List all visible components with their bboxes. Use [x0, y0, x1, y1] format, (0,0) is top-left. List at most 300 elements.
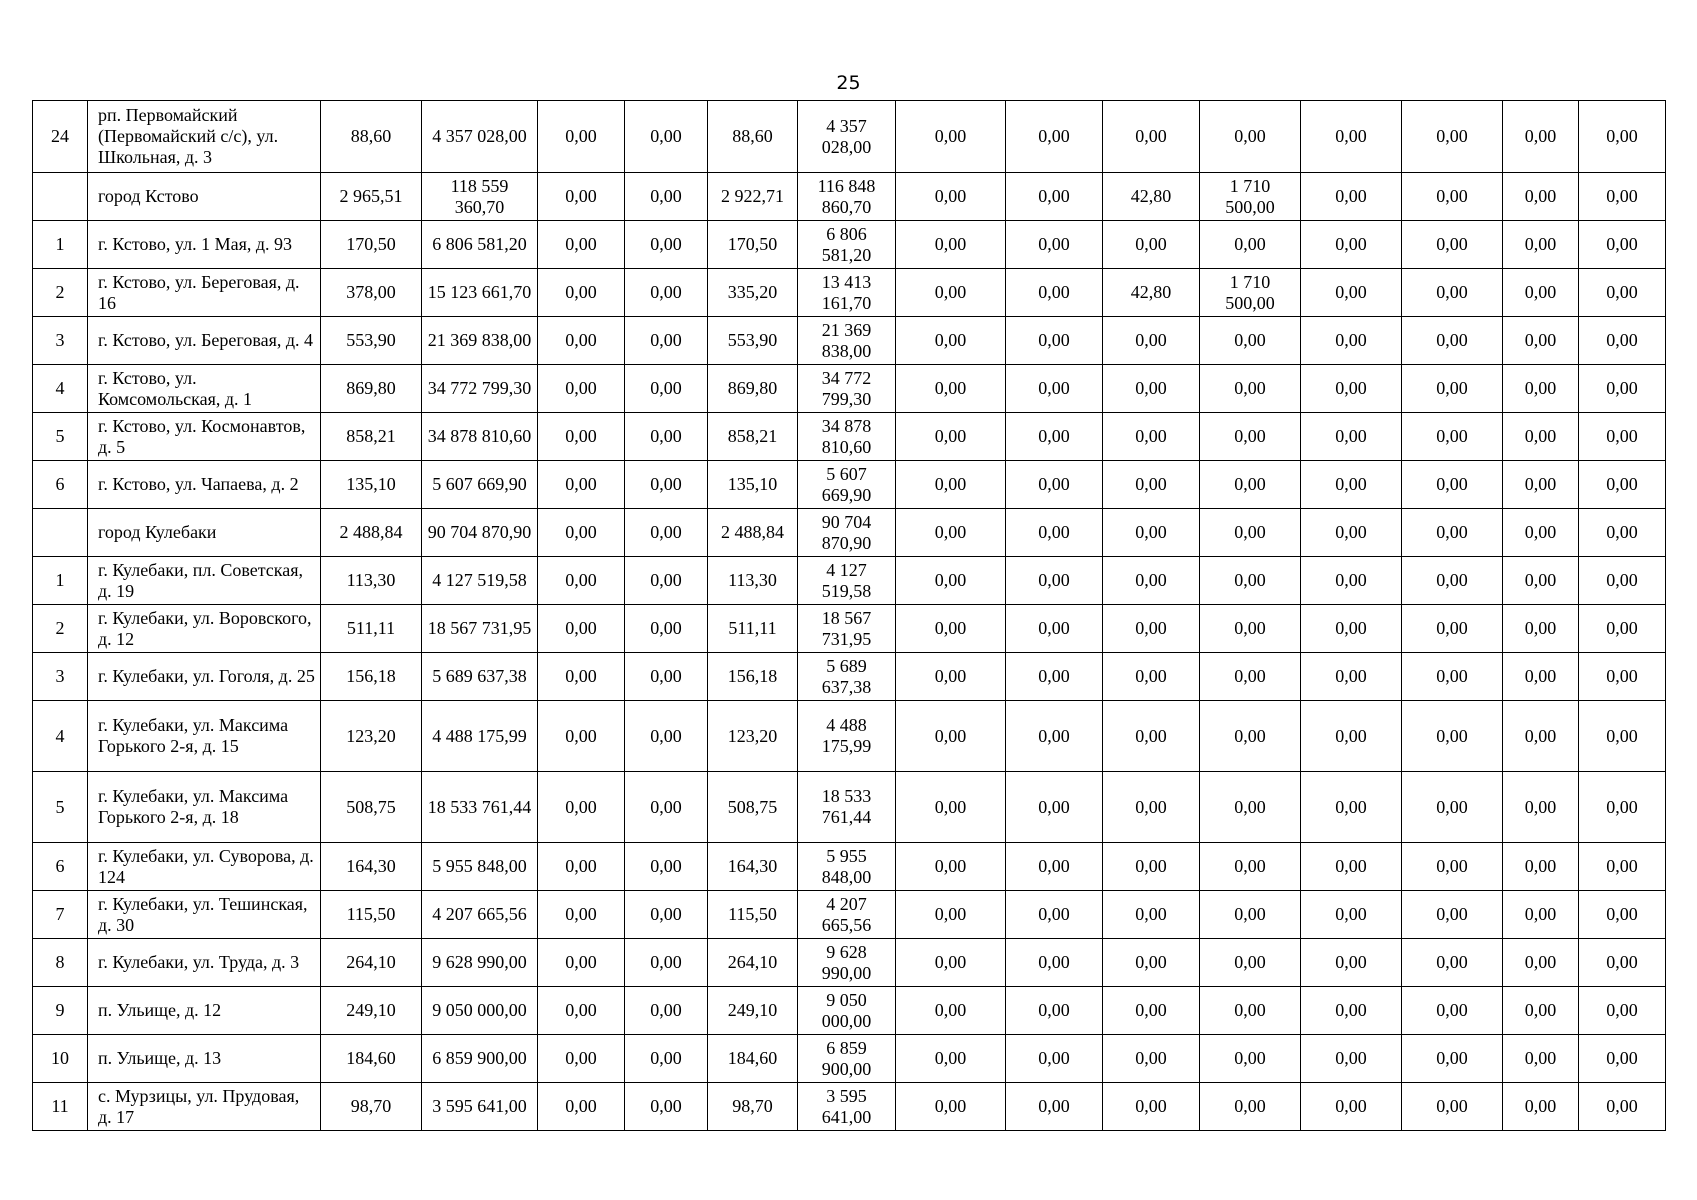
col-5-cell: 0,00 — [538, 269, 625, 317]
col-5-cell: 0,00 — [538, 772, 625, 843]
total-cost-cell: 34 878 810,60 — [422, 413, 538, 461]
col-9-cell: 0,00 — [896, 413, 1006, 461]
table-row — [33, 221, 1666, 269]
row-number-cell: 6 — [33, 461, 88, 509]
col-11-cell: 0,00 — [1103, 461, 1200, 509]
col-9-cell: 0,00 — [896, 221, 1006, 269]
table-row — [33, 891, 1666, 939]
total-cost-cell: 4 357 028,00 — [422, 101, 538, 173]
col-6-cell: 0,00 — [625, 987, 708, 1035]
area-cell: 553,90 — [321, 317, 422, 365]
total-cost-cell: 18 533 761,44 — [422, 772, 538, 843]
total-cost-cell: 5 607 669,90 — [422, 461, 538, 509]
col-16-cell: 0,00 — [1579, 173, 1666, 221]
row-number-cell: 1 — [33, 221, 88, 269]
col-9-cell: 0,00 — [896, 461, 1006, 509]
col-12-cell: 0,00 — [1200, 701, 1301, 772]
col-14-cell: 0,00 — [1402, 939, 1503, 987]
col-16-cell: 0,00 — [1579, 461, 1666, 509]
address-cell: г. Кулебаки, ул. Максима Горького 2-я, д. 15 — [88, 701, 321, 772]
area-cell: 123,20 — [321, 701, 422, 772]
area-cell: 378,00 — [321, 269, 422, 317]
col-16-cell: 0,00 — [1579, 413, 1666, 461]
col-13-cell: 0,00 — [1301, 653, 1402, 701]
col-9-cell: 0,00 — [896, 173, 1006, 221]
col-8-cell: 5 607 669,90 — [798, 461, 896, 509]
col-10-cell: 0,00 — [1006, 701, 1103, 772]
col-5-cell: 0,00 — [538, 221, 625, 269]
col-6-cell: 0,00 — [625, 173, 708, 221]
col-12-cell: 0,00 — [1200, 413, 1301, 461]
col-6-cell: 0,00 — [625, 1035, 708, 1083]
col-9-cell: 0,00 — [896, 101, 1006, 173]
col-10-cell: 0,00 — [1006, 605, 1103, 653]
address-cell: с. Мурзицы, ул. Прудовая, д. 17 — [88, 1083, 321, 1131]
address-cell: город Кстово — [88, 173, 321, 221]
row-number-cell: 8 — [33, 939, 88, 987]
total-cost-cell: 15 123 661,70 — [422, 269, 538, 317]
row-number-cell: 3 — [33, 317, 88, 365]
col-14-cell: 0,00 — [1402, 509, 1503, 557]
col-9-cell: 0,00 — [896, 317, 1006, 365]
col-11-cell: 0,00 — [1103, 1083, 1200, 1131]
row-number-cell: 1 — [33, 557, 88, 605]
col-12-cell: 0,00 — [1200, 891, 1301, 939]
col-5-cell: 0,00 — [538, 653, 625, 701]
total-cost-cell: 21 369 838,00 — [422, 317, 538, 365]
col-6-cell: 0,00 — [625, 365, 708, 413]
col-7-cell: 2 922,71 — [708, 173, 798, 221]
col-11-cell: 42,80 — [1103, 173, 1200, 221]
total-cost-cell: 3 595 641,00 — [422, 1083, 538, 1131]
col-8-cell: 4 207 665,56 — [798, 891, 896, 939]
col-13-cell: 0,00 — [1301, 987, 1402, 1035]
col-12-cell: 0,00 — [1200, 365, 1301, 413]
col-8-cell: 34 878 810,60 — [798, 413, 896, 461]
row-number-cell: 3 — [33, 653, 88, 701]
col-9-cell: 0,00 — [896, 987, 1006, 1035]
col-12-cell: 0,00 — [1200, 987, 1301, 1035]
col-8-cell: 18 567 731,95 — [798, 605, 896, 653]
table-row — [33, 317, 1666, 365]
col-11-cell: 0,00 — [1103, 987, 1200, 1035]
col-13-cell: 0,00 — [1301, 1083, 1402, 1131]
col-12-cell: 0,00 — [1200, 461, 1301, 509]
col-14-cell: 0,00 — [1402, 1035, 1503, 1083]
table-row — [33, 1035, 1666, 1083]
col-12-cell: 0,00 — [1200, 221, 1301, 269]
col-15-cell: 0,00 — [1503, 653, 1579, 701]
address-cell: г. Кстово, ул. Комсомольская, д. 1 — [88, 365, 321, 413]
address-cell: г. Кстово, ул. Космонавтов, д. 5 — [88, 413, 321, 461]
col-13-cell: 0,00 — [1301, 701, 1402, 772]
col-16-cell: 0,00 — [1579, 317, 1666, 365]
col-14-cell: 0,00 — [1402, 461, 1503, 509]
col-8-cell: 21 369 838,00 — [798, 317, 896, 365]
col-13-cell: 0,00 — [1301, 557, 1402, 605]
total-cost-cell: 5 955 848,00 — [422, 843, 538, 891]
col-16-cell: 0,00 — [1579, 772, 1666, 843]
address-cell: г. Кулебаки, ул. Труда, д. 3 — [88, 939, 321, 987]
col-7-cell: 184,60 — [708, 1035, 798, 1083]
col-6-cell: 0,00 — [625, 269, 708, 317]
col-8-cell: 18 533 761,44 — [798, 772, 896, 843]
address-cell: п. Ульище, д. 12 — [88, 987, 321, 1035]
row-number-cell: 9 — [33, 987, 88, 1035]
table-row — [33, 173, 1666, 221]
col-16-cell: 0,00 — [1579, 701, 1666, 772]
col-14-cell: 0,00 — [1402, 701, 1503, 772]
total-cost-cell: 18 567 731,95 — [422, 605, 538, 653]
col-10-cell: 0,00 — [1006, 939, 1103, 987]
col-8-cell: 90 704 870,90 — [798, 509, 896, 557]
col-14-cell: 0,00 — [1402, 173, 1503, 221]
col-7-cell: 135,10 — [708, 461, 798, 509]
col-15-cell: 0,00 — [1503, 461, 1579, 509]
col-14-cell: 0,00 — [1402, 772, 1503, 843]
col-12-cell: 0,00 — [1200, 101, 1301, 173]
row-number-cell: 10 — [33, 1035, 88, 1083]
table-row — [33, 557, 1666, 605]
col-14-cell: 0,00 — [1402, 101, 1503, 173]
col-11-cell: 0,00 — [1103, 509, 1200, 557]
col-11-cell: 0,00 — [1103, 101, 1200, 173]
col-7-cell: 156,18 — [708, 653, 798, 701]
col-6-cell: 0,00 — [625, 461, 708, 509]
col-15-cell: 0,00 — [1503, 173, 1579, 221]
col-16-cell: 0,00 — [1579, 269, 1666, 317]
col-10-cell: 0,00 — [1006, 653, 1103, 701]
col-10-cell: 0,00 — [1006, 101, 1103, 173]
col-5-cell: 0,00 — [538, 891, 625, 939]
table-row — [33, 939, 1666, 987]
col-9-cell: 0,00 — [896, 772, 1006, 843]
col-6-cell: 0,00 — [625, 317, 708, 365]
row-number-cell — [33, 173, 88, 221]
col-11-cell: 0,00 — [1103, 772, 1200, 843]
col-15-cell: 0,00 — [1503, 509, 1579, 557]
total-cost-cell: 4 488 175,99 — [422, 701, 538, 772]
col-13-cell: 0,00 — [1301, 843, 1402, 891]
col-5-cell: 0,00 — [538, 101, 625, 173]
col-15-cell: 0,00 — [1503, 939, 1579, 987]
row-number-cell: 6 — [33, 843, 88, 891]
col-7-cell: 170,50 — [708, 221, 798, 269]
address-cell: г. Кулебаки, ул. Суворова, д. 124 — [88, 843, 321, 891]
col-13-cell: 0,00 — [1301, 269, 1402, 317]
col-15-cell: 0,00 — [1503, 987, 1579, 1035]
col-5-cell: 0,00 — [538, 461, 625, 509]
col-10-cell: 0,00 — [1006, 269, 1103, 317]
area-cell: 2 488,84 — [321, 509, 422, 557]
col-6-cell: 0,00 — [625, 413, 708, 461]
col-15-cell: 0,00 — [1503, 413, 1579, 461]
col-14-cell: 0,00 — [1402, 891, 1503, 939]
total-cost-cell: 9 628 990,00 — [422, 939, 538, 987]
col-6-cell: 0,00 — [625, 509, 708, 557]
col-10-cell: 0,00 — [1006, 413, 1103, 461]
area-cell: 115,50 — [321, 891, 422, 939]
table-body — [33, 101, 1666, 1131]
area-cell: 2 965,51 — [321, 173, 422, 221]
area-cell: 249,10 — [321, 987, 422, 1035]
total-cost-cell: 9 050 000,00 — [422, 987, 538, 1035]
page-number: 25 — [836, 72, 861, 94]
col-10-cell: 0,00 — [1006, 509, 1103, 557]
area-cell: 98,70 — [321, 1083, 422, 1131]
total-cost-cell: 6 859 900,00 — [422, 1035, 538, 1083]
col-12-cell: 0,00 — [1200, 509, 1301, 557]
col-16-cell: 0,00 — [1579, 365, 1666, 413]
total-cost-cell: 5 689 637,38 — [422, 653, 538, 701]
area-cell: 113,30 — [321, 557, 422, 605]
col-9-cell: 0,00 — [896, 843, 1006, 891]
col-14-cell: 0,00 — [1402, 987, 1503, 1035]
col-12-cell: 0,00 — [1200, 939, 1301, 987]
col-8-cell: 4 127 519,58 — [798, 557, 896, 605]
col-12-cell: 0,00 — [1200, 317, 1301, 365]
col-8-cell: 9 050 000,00 — [798, 987, 896, 1035]
col-9-cell: 0,00 — [896, 701, 1006, 772]
total-cost-cell: 90 704 870,90 — [422, 509, 538, 557]
col-9-cell: 0,00 — [896, 605, 1006, 653]
col-15-cell: 0,00 — [1503, 843, 1579, 891]
col-13-cell: 0,00 — [1301, 317, 1402, 365]
area-cell: 88,60 — [321, 101, 422, 173]
col-14-cell: 0,00 — [1402, 605, 1503, 653]
col-7-cell: 123,20 — [708, 701, 798, 772]
address-cell: г. Кстово, ул. Береговая, д. 4 — [88, 317, 321, 365]
col-8-cell: 5 689 637,38 — [798, 653, 896, 701]
address-cell: г. Кулебаки, ул. Гоголя, д. 25 — [88, 653, 321, 701]
col-6-cell: 0,00 — [625, 101, 708, 173]
col-13-cell: 0,00 — [1301, 772, 1402, 843]
col-7-cell: 164,30 — [708, 843, 798, 891]
col-15-cell: 0,00 — [1503, 891, 1579, 939]
col-9-cell: 0,00 — [896, 557, 1006, 605]
col-9-cell: 0,00 — [896, 269, 1006, 317]
col-12-cell: 0,00 — [1200, 1083, 1301, 1131]
col-14-cell: 0,00 — [1402, 1083, 1503, 1131]
col-11-cell: 42,80 — [1103, 269, 1200, 317]
col-16-cell: 0,00 — [1579, 653, 1666, 701]
table-row — [33, 413, 1666, 461]
col-12-cell: 0,00 — [1200, 653, 1301, 701]
total-cost-cell: 118 559 360,70 — [422, 173, 538, 221]
address-cell: город Кулебаки — [88, 509, 321, 557]
col-14-cell: 0,00 — [1402, 317, 1503, 365]
col-16-cell: 0,00 — [1579, 843, 1666, 891]
col-14-cell: 0,00 — [1402, 221, 1503, 269]
col-14-cell: 0,00 — [1402, 557, 1503, 605]
col-14-cell: 0,00 — [1402, 843, 1503, 891]
col-14-cell: 0,00 — [1402, 413, 1503, 461]
address-cell: г. Кстово, ул. Береговая, д. 16 — [88, 269, 321, 317]
col-7-cell: 264,10 — [708, 939, 798, 987]
col-6-cell: 0,00 — [625, 843, 708, 891]
table-row — [33, 269, 1666, 317]
col-13-cell: 0,00 — [1301, 1035, 1402, 1083]
area-cell: 858,21 — [321, 413, 422, 461]
table-row — [33, 653, 1666, 701]
col-7-cell: 98,70 — [708, 1083, 798, 1131]
col-15-cell: 0,00 — [1503, 1035, 1579, 1083]
col-16-cell: 0,00 — [1579, 891, 1666, 939]
col-5-cell: 0,00 — [538, 843, 625, 891]
col-9-cell: 0,00 — [896, 1035, 1006, 1083]
col-5-cell: 0,00 — [538, 1083, 625, 1131]
col-8-cell: 4 488 175,99 — [798, 701, 896, 772]
col-7-cell: 335,20 — [708, 269, 798, 317]
row-number-cell: 11 — [33, 1083, 88, 1131]
area-cell: 508,75 — [321, 772, 422, 843]
col-5-cell: 0,00 — [538, 173, 625, 221]
col-10-cell: 0,00 — [1006, 173, 1103, 221]
col-5-cell: 0,00 — [538, 317, 625, 365]
table-row — [33, 843, 1666, 891]
col-6-cell: 0,00 — [625, 653, 708, 701]
col-12-cell: 0,00 — [1200, 843, 1301, 891]
area-cell: 869,80 — [321, 365, 422, 413]
col-11-cell: 0,00 — [1103, 939, 1200, 987]
col-13-cell: 0,00 — [1301, 605, 1402, 653]
col-14-cell: 0,00 — [1402, 365, 1503, 413]
col-5-cell: 0,00 — [538, 1035, 625, 1083]
col-10-cell: 0,00 — [1006, 1083, 1103, 1131]
col-11-cell: 0,00 — [1103, 557, 1200, 605]
row-number-cell: 2 — [33, 269, 88, 317]
address-cell: г. Кулебаки, ул. Максима Горького 2-я, д. 18 — [88, 772, 321, 843]
col-6-cell: 0,00 — [625, 701, 708, 772]
address-cell: г. Кстово, ул. Чапаева, д. 2 — [88, 461, 321, 509]
table-row — [33, 605, 1666, 653]
col-13-cell: 0,00 — [1301, 101, 1402, 173]
table-row — [33, 365, 1666, 413]
col-10-cell: 0,00 — [1006, 891, 1103, 939]
col-8-cell: 3 595 641,00 — [798, 1083, 896, 1131]
col-10-cell: 0,00 — [1006, 221, 1103, 269]
col-13-cell: 0,00 — [1301, 173, 1402, 221]
col-7-cell: 249,10 — [708, 987, 798, 1035]
col-6-cell: 0,00 — [625, 557, 708, 605]
col-5-cell: 0,00 — [538, 509, 625, 557]
col-9-cell: 0,00 — [896, 1083, 1006, 1131]
area-cell: 164,30 — [321, 843, 422, 891]
total-cost-cell: 34 772 799,30 — [422, 365, 538, 413]
row-number-cell: 2 — [33, 605, 88, 653]
row-number-cell: 4 — [33, 701, 88, 772]
col-8-cell: 34 772 799,30 — [798, 365, 896, 413]
col-10-cell: 0,00 — [1006, 557, 1103, 605]
table-row — [33, 101, 1666, 173]
col-11-cell: 0,00 — [1103, 221, 1200, 269]
address-cell: г. Кулебаки, пл. Советская, д. 19 — [88, 557, 321, 605]
table-row — [33, 509, 1666, 557]
col-11-cell: 0,00 — [1103, 365, 1200, 413]
col-15-cell: 0,00 — [1503, 557, 1579, 605]
col-16-cell: 0,00 — [1579, 221, 1666, 269]
col-7-cell: 858,21 — [708, 413, 798, 461]
col-13-cell: 0,00 — [1301, 509, 1402, 557]
col-8-cell: 5 955 848,00 — [798, 843, 896, 891]
col-8-cell: 4 357 028,00 — [798, 101, 896, 173]
col-8-cell: 116 848 860,70 — [798, 173, 896, 221]
col-10-cell: 0,00 — [1006, 772, 1103, 843]
col-12-cell: 0,00 — [1200, 557, 1301, 605]
col-15-cell: 0,00 — [1503, 701, 1579, 772]
col-6-cell: 0,00 — [625, 939, 708, 987]
col-11-cell: 0,00 — [1103, 653, 1200, 701]
col-11-cell: 0,00 — [1103, 605, 1200, 653]
total-cost-cell: 6 806 581,20 — [422, 221, 538, 269]
col-11-cell: 0,00 — [1103, 317, 1200, 365]
address-cell: г. Кулебаки, ул. Тешинская, д. 30 — [88, 891, 321, 939]
address-cell: г. Кстово, ул. 1 Мая, д. 93 — [88, 221, 321, 269]
col-15-cell: 0,00 — [1503, 605, 1579, 653]
col-14-cell: 0,00 — [1402, 269, 1503, 317]
col-16-cell: 0,00 — [1579, 101, 1666, 173]
col-5-cell: 0,00 — [538, 605, 625, 653]
col-15-cell: 0,00 — [1503, 365, 1579, 413]
col-8-cell: 6 806 581,20 — [798, 221, 896, 269]
col-11-cell: 0,00 — [1103, 1035, 1200, 1083]
col-15-cell: 0,00 — [1503, 269, 1579, 317]
col-5-cell: 0,00 — [538, 987, 625, 1035]
col-10-cell: 0,00 — [1006, 317, 1103, 365]
col-13-cell: 0,00 — [1301, 365, 1402, 413]
col-7-cell: 869,80 — [708, 365, 798, 413]
col-15-cell: 0,00 — [1503, 1083, 1579, 1131]
col-15-cell: 0,00 — [1503, 317, 1579, 365]
table-row — [33, 987, 1666, 1035]
col-9-cell: 0,00 — [896, 509, 1006, 557]
row-number-cell: 4 — [33, 365, 88, 413]
col-6-cell: 0,00 — [625, 891, 708, 939]
area-cell: 184,60 — [321, 1035, 422, 1083]
table-row — [33, 701, 1666, 772]
col-6-cell: 0,00 — [625, 605, 708, 653]
col-10-cell: 0,00 — [1006, 987, 1103, 1035]
col-10-cell: 0,00 — [1006, 365, 1103, 413]
area-cell: 511,11 — [321, 605, 422, 653]
col-10-cell: 0,00 — [1006, 843, 1103, 891]
col-16-cell: 0,00 — [1579, 1083, 1666, 1131]
address-cell: г. Кулебаки, ул. Воровского, д. 12 — [88, 605, 321, 653]
col-13-cell: 0,00 — [1301, 461, 1402, 509]
col-7-cell: 553,90 — [708, 317, 798, 365]
col-7-cell: 88,60 — [708, 101, 798, 173]
col-16-cell: 0,00 — [1579, 987, 1666, 1035]
col-5-cell: 0,00 — [538, 365, 625, 413]
col-15-cell: 0,00 — [1503, 221, 1579, 269]
col-11-cell: 0,00 — [1103, 413, 1200, 461]
col-7-cell: 511,11 — [708, 605, 798, 653]
col-5-cell: 0,00 — [538, 557, 625, 605]
area-cell: 170,50 — [321, 221, 422, 269]
col-13-cell: 0,00 — [1301, 221, 1402, 269]
col-10-cell: 0,00 — [1006, 461, 1103, 509]
total-cost-cell: 4 207 665,56 — [422, 891, 538, 939]
col-7-cell: 2 488,84 — [708, 509, 798, 557]
row-number-cell: 7 — [33, 891, 88, 939]
row-number-cell: 24 — [33, 101, 88, 173]
area-cell: 264,10 — [321, 939, 422, 987]
col-5-cell: 0,00 — [538, 413, 625, 461]
col-7-cell: 113,30 — [708, 557, 798, 605]
col-7-cell: 115,50 — [708, 891, 798, 939]
col-11-cell: 0,00 — [1103, 701, 1200, 772]
col-7-cell: 508,75 — [708, 772, 798, 843]
